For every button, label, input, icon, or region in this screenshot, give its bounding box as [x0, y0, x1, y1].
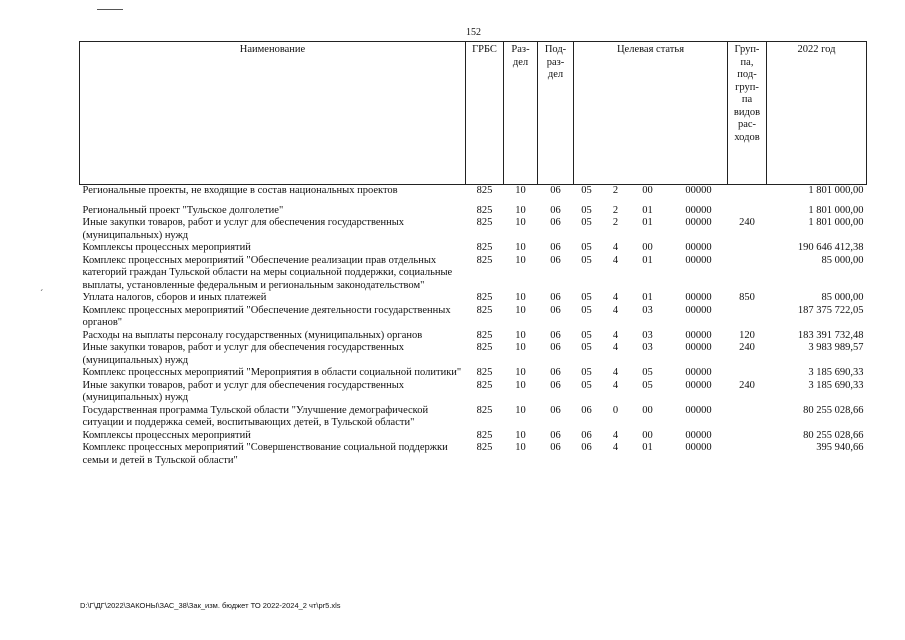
header-expense-group: Груп- па, под- груп- па видов рас- ходов — [728, 42, 767, 185]
row-target-article — [574, 217, 728, 242]
table-header-row — [80, 42, 867, 185]
row-expense-group — [728, 255, 767, 293]
table-row — [80, 185, 867, 198]
row-podrazdel: 06 — [550, 254, 561, 266]
row-expense-group — [728, 242, 767, 255]
margin-mark: ´ — [40, 289, 44, 300]
row-target-article — [574, 442, 728, 467]
row-amount: 80 255 028,66 — [803, 404, 864, 416]
row-expense-group — [728, 367, 767, 380]
target-program: 05 — [581, 204, 592, 216]
row-expense-group — [728, 405, 767, 430]
row-grbs: 825 — [476, 367, 493, 378]
target-subtype: 2 — [612, 217, 619, 228]
row-grbs: 825 — [476, 329, 493, 341]
target-subtype: 4 — [612, 379, 619, 391]
table-row — [80, 330, 867, 343]
target-program: 05 — [581, 185, 592, 196]
table-row — [80, 242, 867, 255]
target-direction: 00000 — [685, 304, 712, 316]
row-amount: 187 375 722,05 — [797, 304, 864, 316]
row-grbs: 825 — [476, 304, 493, 316]
row-name: Комплексы процессных мероприятий — [82, 429, 251, 441]
target-direction: 00000 — [685, 342, 712, 353]
row-razdel: 10 — [515, 292, 526, 303]
row-grbs: 825 — [476, 442, 493, 453]
target-program: 05 — [581, 329, 592, 341]
row-grbs: 825 — [476, 404, 493, 416]
table-row — [80, 430, 867, 443]
target-element: 01 — [642, 254, 653, 266]
row-podrazdel: 06 — [550, 404, 561, 416]
row-expense-group — [728, 305, 767, 330]
row-target-article — [574, 330, 728, 343]
target-direction: 00000 — [685, 185, 712, 196]
row-podrazdel: 06 — [550, 292, 561, 303]
row-name: Комплекс процессных мероприятий "Совершенствование социальной поддержки семьи и детей в Тульской области" — [82, 442, 448, 466]
row-podrazdel: 06 — [550, 442, 561, 453]
target-subtype: 4 — [612, 329, 619, 341]
row-podrazdel: 06 — [550, 379, 561, 391]
row-razdel: 10 — [515, 404, 526, 416]
target-subtype: 2 — [612, 185, 619, 196]
target-program: 06 — [581, 442, 592, 453]
target-element: 03 — [642, 329, 653, 341]
row-name: Комплекс процессных мероприятий "Обеспечение деятельности государственных органов" — [82, 304, 451, 328]
row-name: Иные закупки товаров, работ и услуг для обеспечения государственных (муниципальных) нужд — [82, 342, 405, 366]
row-podrazdel: 06 — [550, 367, 561, 378]
target-direction: 00000 — [685, 242, 712, 253]
target-element: 00 — [642, 429, 653, 441]
row-grbs: 825 — [476, 217, 493, 228]
row-razdel: 10 — [515, 429, 526, 441]
scan-artifact-line — [97, 9, 123, 10]
table-row — [80, 292, 867, 305]
row-grbs: 825 — [476, 429, 493, 441]
table-row — [80, 442, 867, 467]
row-target-article — [574, 380, 728, 405]
row-target-article — [574, 198, 728, 218]
target-subtype: 4 — [612, 429, 619, 441]
target-subtype: 4 — [612, 367, 619, 378]
row-podrazdel: 06 — [550, 429, 561, 441]
row-amount: 183 391 732,48 — [797, 329, 864, 341]
row-amount: 395 940,66 — [816, 442, 864, 453]
row-grbs: 825 — [476, 292, 493, 303]
row-amount: 1 801 000,00 — [808, 217, 864, 228]
target-direction: 00000 — [685, 442, 712, 453]
target-element: 05 — [642, 367, 653, 378]
row-grbs: 825 — [476, 242, 493, 253]
target-direction: 00000 — [685, 367, 712, 378]
row-expense-group: 120 — [739, 329, 755, 341]
target-program: 05 — [581, 342, 592, 353]
target-program: 06 — [581, 429, 592, 441]
row-expense-group — [728, 430, 767, 443]
row-razdel: 10 — [515, 217, 526, 228]
row-amount: 190 646 412,38 — [797, 242, 864, 253]
table-row — [80, 255, 867, 293]
table-body — [80, 185, 867, 468]
row-amount: 3 185 690,33 — [808, 367, 864, 378]
target-program: 05 — [581, 217, 592, 228]
target-subtype: 4 — [612, 442, 619, 453]
target-element: 05 — [642, 379, 653, 391]
target-element: 00 — [642, 404, 653, 416]
row-razdel: 10 — [515, 242, 526, 253]
row-target-article — [574, 242, 728, 255]
row-razdel: 10 — [515, 185, 526, 196]
row-podrazdel: 06 — [550, 242, 561, 253]
target-subtype: 2 — [612, 204, 619, 216]
budget-table — [79, 41, 867, 467]
row-target-article — [574, 342, 728, 367]
row-podrazdel: 06 — [550, 329, 561, 341]
row-grbs: 825 — [476, 342, 493, 353]
row-razdel: 10 — [515, 442, 526, 453]
target-program: 05 — [581, 304, 592, 316]
target-program: 05 — [581, 292, 592, 303]
target-direction: 00000 — [685, 292, 712, 303]
row-amount: 1 801 000,00 — [808, 204, 864, 216]
row-amount: 1 801 000,00 — [808, 185, 864, 196]
row-name: Комплекс процессных мероприятий "Обеспечение реализации прав отдельных категорий граждан Тульской области на меры социальной поддержки, социальные выплаты, установленные федеральным и региональным законодательством" — [82, 254, 453, 291]
target-direction: 00000 — [685, 429, 712, 441]
row-grbs: 825 — [476, 254, 493, 266]
row-podrazdel: 06 — [550, 342, 561, 353]
target-program: 06 — [581, 404, 592, 416]
row-expense-group: 850 — [739, 292, 755, 303]
target-element: 01 — [642, 292, 653, 303]
row-podrazdel: 06 — [550, 304, 561, 316]
footer-file-path: D:\Г\ДГ\2022\ЗАКОНЫ\ЗАС_38\Зак_изм. бюджет ТО 2022-2024_2 чт\pr5.xls — [80, 601, 341, 610]
row-name: Иные закупки товаров, работ и услуг для обеспечения государственных (муниципальных) нужд — [82, 217, 405, 241]
row-amount: 80 255 028,66 — [803, 429, 864, 441]
row-name: Комплекс процессных мероприятий "Мероприятия в области социальной политики" — [82, 367, 462, 378]
row-target-article — [574, 367, 728, 380]
target-program: 05 — [581, 242, 592, 253]
target-direction: 00000 — [685, 379, 712, 391]
row-name: Региональные проекты, не входящие в состав национальных проектов — [82, 185, 398, 196]
row-amount: 3 185 690,33 — [808, 379, 864, 391]
row-expense-group: 240 — [739, 379, 755, 391]
table-row — [80, 217, 867, 242]
row-target-article — [574, 255, 728, 293]
target-subtype: 4 — [612, 342, 619, 353]
target-program: 05 — [581, 379, 592, 391]
row-razdel: 10 — [515, 304, 526, 316]
row-name: Расходы на выплаты персоналу государственных (муниципальных) органов — [82, 329, 423, 341]
target-direction: 00000 — [685, 254, 712, 266]
row-podrazdel: 06 — [550, 217, 561, 228]
target-element: 01 — [642, 442, 653, 453]
row-name: Иные закупки товаров, работ и услуг для обеспечения государственных (муниципальных) нужд — [82, 379, 405, 403]
target-element: 01 — [642, 217, 653, 228]
row-name: Региональный проект "Тульское долголетие" — [82, 204, 284, 216]
row-amount: 85 000,00 — [821, 292, 864, 303]
row-podrazdel: 06 — [550, 185, 561, 196]
table-row — [80, 342, 867, 367]
row-amount: 85 000,00 — [821, 254, 864, 266]
header-target-article: Целевая статья — [574, 42, 728, 185]
target-program: 05 — [581, 254, 592, 266]
row-razdel: 10 — [515, 342, 526, 353]
target-subtype: 4 — [612, 242, 619, 253]
target-subtype: 4 — [612, 304, 619, 316]
row-grbs: 825 — [476, 204, 493, 216]
row-target-article — [574, 305, 728, 330]
target-direction: 00000 — [685, 329, 712, 341]
row-expense-group: 240 — [739, 217, 755, 228]
table-row — [80, 367, 867, 380]
table-row — [80, 305, 867, 330]
table-row — [80, 405, 867, 430]
row-razdel: 10 — [515, 367, 526, 378]
row-expense-group — [728, 198, 767, 218]
row-expense-group — [728, 442, 767, 467]
target-element: 00 — [642, 242, 653, 253]
row-target-article — [574, 185, 728, 198]
row-target-article — [574, 292, 728, 305]
row-target-article — [574, 405, 728, 430]
row-amount: 3 983 989,57 — [808, 342, 864, 353]
target-program: 05 — [581, 367, 592, 378]
row-razdel: 10 — [515, 254, 526, 266]
page-number: 152 — [466, 27, 481, 38]
row-name: Уплата налогов, сборов и иных платежей — [82, 292, 267, 303]
header-grbs: ГРБС — [466, 42, 504, 185]
target-direction: 00000 — [685, 404, 712, 416]
target-direction: 00000 — [685, 217, 712, 228]
row-razdel: 10 — [515, 204, 526, 216]
row-name: Комплексы процессных мероприятий — [82, 242, 251, 253]
target-subtype: 0 — [612, 404, 619, 416]
target-direction: 00000 — [685, 204, 712, 216]
table-row — [80, 380, 867, 405]
target-element: 01 — [642, 204, 653, 216]
row-expense-group — [728, 185, 767, 198]
header-name: Наименование — [80, 42, 466, 185]
target-subtype: 4 — [612, 292, 619, 303]
row-expense-group: 240 — [739, 342, 755, 353]
row-grbs: 825 — [476, 185, 493, 196]
header-amount-2022: 2022 год — [767, 42, 867, 185]
row-razdel: 10 — [515, 379, 526, 391]
row-target-article — [574, 430, 728, 443]
target-subtype: 4 — [612, 254, 619, 266]
row-grbs: 825 — [476, 379, 493, 391]
target-element: 03 — [642, 304, 653, 316]
target-element: 03 — [642, 342, 653, 353]
row-name: Государственная программа Тульской области "Улучшение демографической ситуации и поддержка семей, воспитывающих детей, в Тульской области" — [82, 404, 429, 428]
row-podrazdel: 06 — [550, 204, 561, 216]
header-razdel: Раз- дел — [504, 42, 538, 185]
header-podrazdel: Под- раз- дел — [538, 42, 574, 185]
table-row — [80, 198, 867, 218]
row-razdel: 10 — [515, 329, 526, 341]
target-element: 00 — [642, 185, 653, 196]
